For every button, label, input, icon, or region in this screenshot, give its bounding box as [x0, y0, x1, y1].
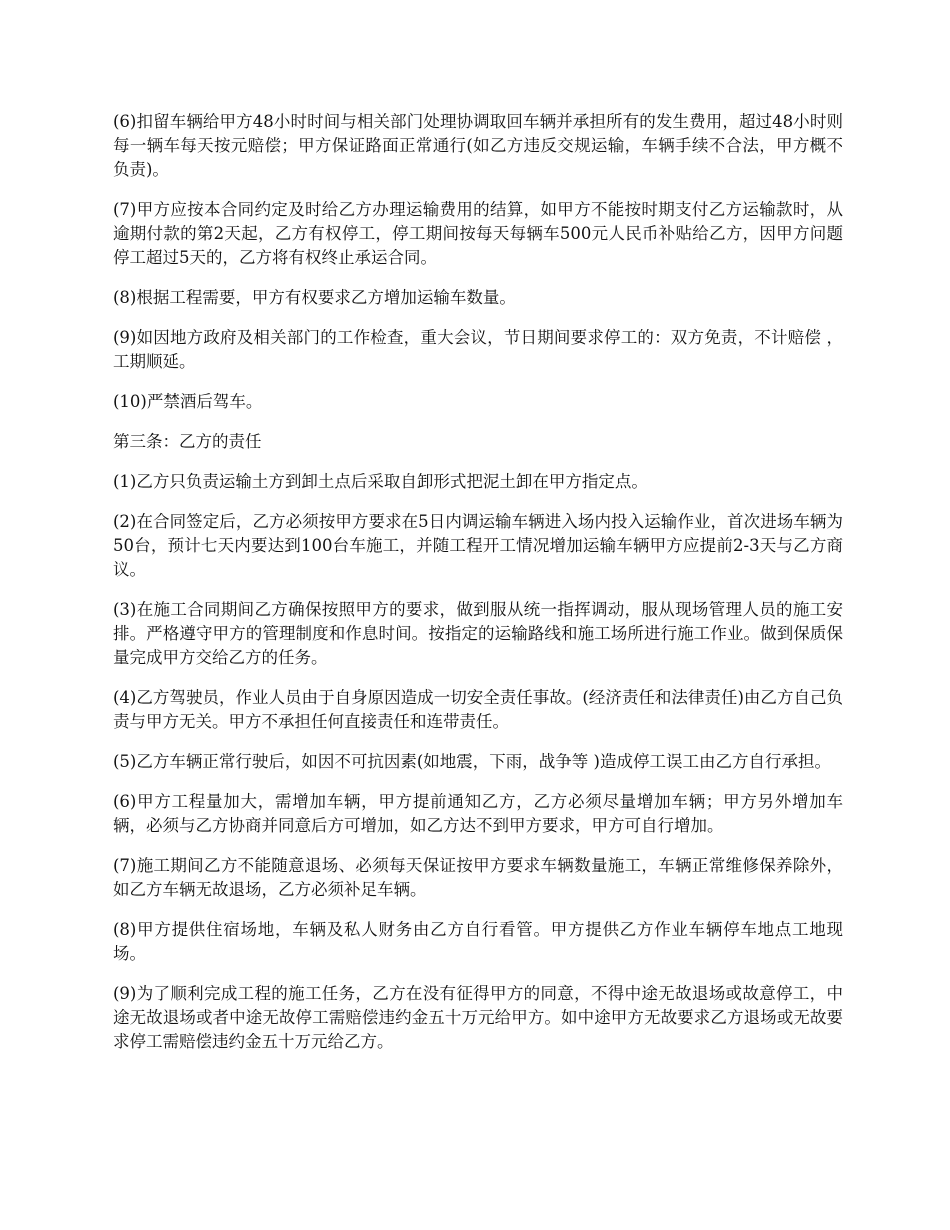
paragraph-clause-3-9: (9)为了顺利完成工程的施工任务，乙方在没有征得甲方的同意，不得中途无故退场或故意停工，中途无故退场或者中途无故停工需赔偿违约金五十万元给甲方。如中途甲方无故要求乙方退场或无故要求停工需赔偿违约金五十万元给乙方。 [113, 984, 843, 1051]
paragraph-clause-3-6: (6)甲方工程量加大，需增加车辆，甲方提前通知乙方，乙方必须尽量增加车辆；甲方另外增加车辆，必须与乙方协商并同意后方可增加，如乙方达不到甲方要求，甲方可自行增加。 [113, 792, 843, 835]
paragraph-clause-3-3: (3)在施工合同期间乙方确保按照甲方的要求，做到服从统一指挥调动，服从现场管理人员的施工安排。严格遵守甲方的管理制度和作息时间。按指定的运输路线和施工场所进行施工作业。做到保质保量完成甲方交给乙方的任务。 [113, 600, 843, 667]
paragraph-clause-2-9: (9)如因地方政府及相关部门的工作检查，重大会议，节日期间要求停工的：双方免责，不计赔偿 ，工期顺延。 [113, 328, 843, 371]
paragraph-clause-3-7: (7)施工期间乙方不能随意退场、必须每天保证按甲方要求车辆数量施工，车辆正常维修保养除外，如乙方车辆无故退场，乙方必须补足车辆。 [113, 856, 843, 899]
paragraph-clause-2-6: (6)扣留车辆给甲方48小时时间与相关部门处理协调取回车辆并承担所有的发生费用，超过48小时则每一辆车每天按元赔偿；甲方保证路面正常通行(如乙方违反交规运输，车辆手续不合法，甲方概不负责)。 [113, 112, 843, 179]
paragraph-clause-2-10: (10)严禁酒后驾车。 [113, 392, 263, 411]
section-heading-article-3: 第三条：乙方的责任 [113, 432, 262, 451]
paragraph-clause-2-7: (7)甲方应按本合同约定及时给乙方办理运输费用的结算，如甲方不能按时期支付乙方运输款时，从逾期付款的第2天起，乙方有权停工，停工期间按每天每辆车500元人民币补贴给乙方，因甲方问题停工超过5天的，乙方将有权终止承运合同。 [113, 200, 843, 267]
paragraph-clause-3-5: (5)乙方车辆正常行驶后，如因不可抗因素(如地震，下雨，战争等 )造成停工误工由乙方自行承担。 [113, 752, 831, 771]
paragraph-clause-3-8: (8)甲方提供住宿场地，车辆及私人财务由乙方自行看管。甲方提供乙方作业车辆停车地点工地现场。 [113, 920, 843, 963]
paragraph-clause-3-2: (2)在合同签定后，乙方必须按甲方要求在5日内调运输车辆进入场内投入运输作业，首次进场车辆为50台，预计七天内要达到100台车施工，并随工程开工情况增加运输车辆甲方应提前2-3天与乙方商议。 [113, 512, 843, 579]
paragraph-clause-2-8: (8)根据工程需要，甲方有权要求乙方增加运输车数量。 [113, 288, 516, 307]
paragraph-clause-3-4: (4)乙方驾驶员，作业人员由于自身原因造成一切安全责任事故。(经济责任和法律责任)由乙方自己负责与甲方无关。甲方不承担任何直接责任和连带责任。 [113, 688, 843, 731]
document-body [113, 110, 843, 1070]
paragraph-clause-3-1: (1)乙方只负责运输土方到卸土点后采取自卸形式把泥土卸在甲方指定点。 [113, 472, 648, 491]
